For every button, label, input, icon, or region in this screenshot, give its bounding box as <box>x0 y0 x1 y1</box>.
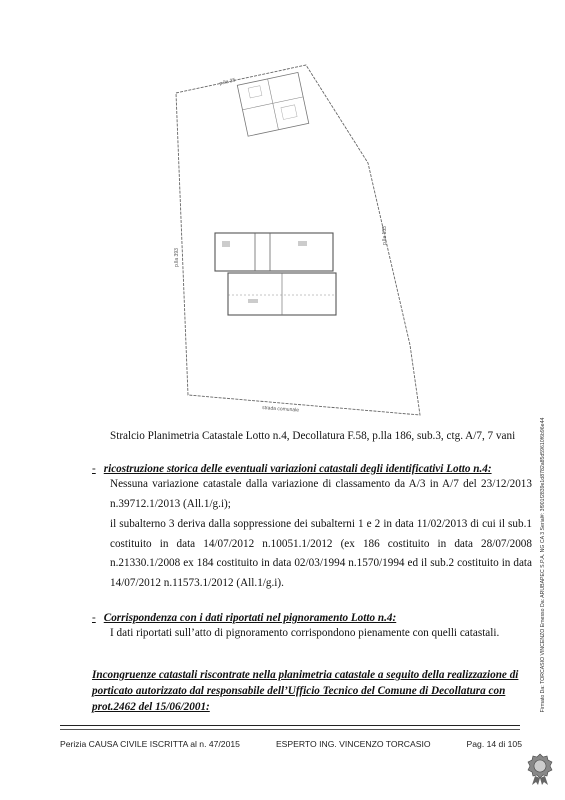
main-building <box>215 233 336 315</box>
bullet: - <box>92 463 96 475</box>
label-road-left: p.lla 393 <box>174 248 180 267</box>
incongruenze-heading: Incongruenze catastali riscontrate nella planimetria catastale a seguito della realizzazione di porticato autorizzato dal responsabile dell’Ufficio Tecnico del Comune di Decollatura con prot.2462 del 15/06/2001: <box>92 669 519 713</box>
section-corrispondenza-pignoramento <box>92 612 532 645</box>
label-road-bottom: strada comunale <box>261 405 300 414</box>
footer-divider <box>60 725 520 726</box>
section-variazioni-catastali <box>92 463 532 594</box>
annex-building <box>237 72 308 136</box>
section-body <box>92 624 532 644</box>
label-road-top: p.lla 25 <box>219 77 237 87</box>
section-body <box>92 475 532 593</box>
heading-text: ricostruzione storica delle eventuali variazioni catastali degli identificativi Lotto n.4: <box>103 463 492 475</box>
heading-text: Corrispondenza con i dati riportati nel pignoramento Lotto n.4: <box>103 612 397 624</box>
paragraph: Nessuna variazione catastale dalla variazione di classamento da A/3 in A/7 del 23/12/2013 n.39712.1/2013 (All.1/g.i); <box>110 478 532 510</box>
cadastral-plan <box>170 55 455 425</box>
signature-text: Firmato Da: TORCASIO VINCENZO Emesso Da: ARUBAPEC S.P.A. NG CA 3 Serial#: 3f901f2839e1d8782a85d59610f6b96e44 <box>540 417 546 713</box>
cadastral-plan-drawing <box>170 55 455 425</box>
paragraph: il subalterno 3 deriva dalla soppressione dei subalterni 1 e 2 in data 11/02/2013 di cui il sub.1 costituito in data 14/07/2012 n.10051.1/2012 (ex 186 costituito in data 28/07/2008 n.21330.1/2008 ex 184 costituito in data 02/03/1994 n.1570/1994 ed il sub.2 costituito in data 14/07/2012 n.11573.1/2012 (All.1/g.i). <box>110 518 532 589</box>
paragraph: I dati riportati sull’atto di pignoramento corrispondono pienamente con quelli catastali. <box>110 627 500 639</box>
footer-case-reference: Perizia CAUSA CIVILE ISCRITTA al n. 47/2015 <box>60 739 240 749</box>
plan-caption: Stralcio Planimetria Catastale Lotto n.4, Decollatura F.58, p.lla 186, sub.3, ctg. A/7, 7 vani <box>110 430 516 442</box>
bullet: - <box>92 612 96 624</box>
footer-page-number: Pag. 14 di 105 <box>466 739 522 749</box>
section-heading <box>92 463 532 475</box>
page-footer <box>60 739 522 749</box>
footer-expert-name: ESPERTO ING. VINCENZO TORCASIO <box>275 739 431 749</box>
section-heading <box>92 612 532 624</box>
seal-icon <box>526 752 554 786</box>
footer-divider-thin <box>60 729 520 730</box>
digital-signature-strip <box>537 395 549 735</box>
label-road-right: p.lla 153 <box>382 226 388 245</box>
